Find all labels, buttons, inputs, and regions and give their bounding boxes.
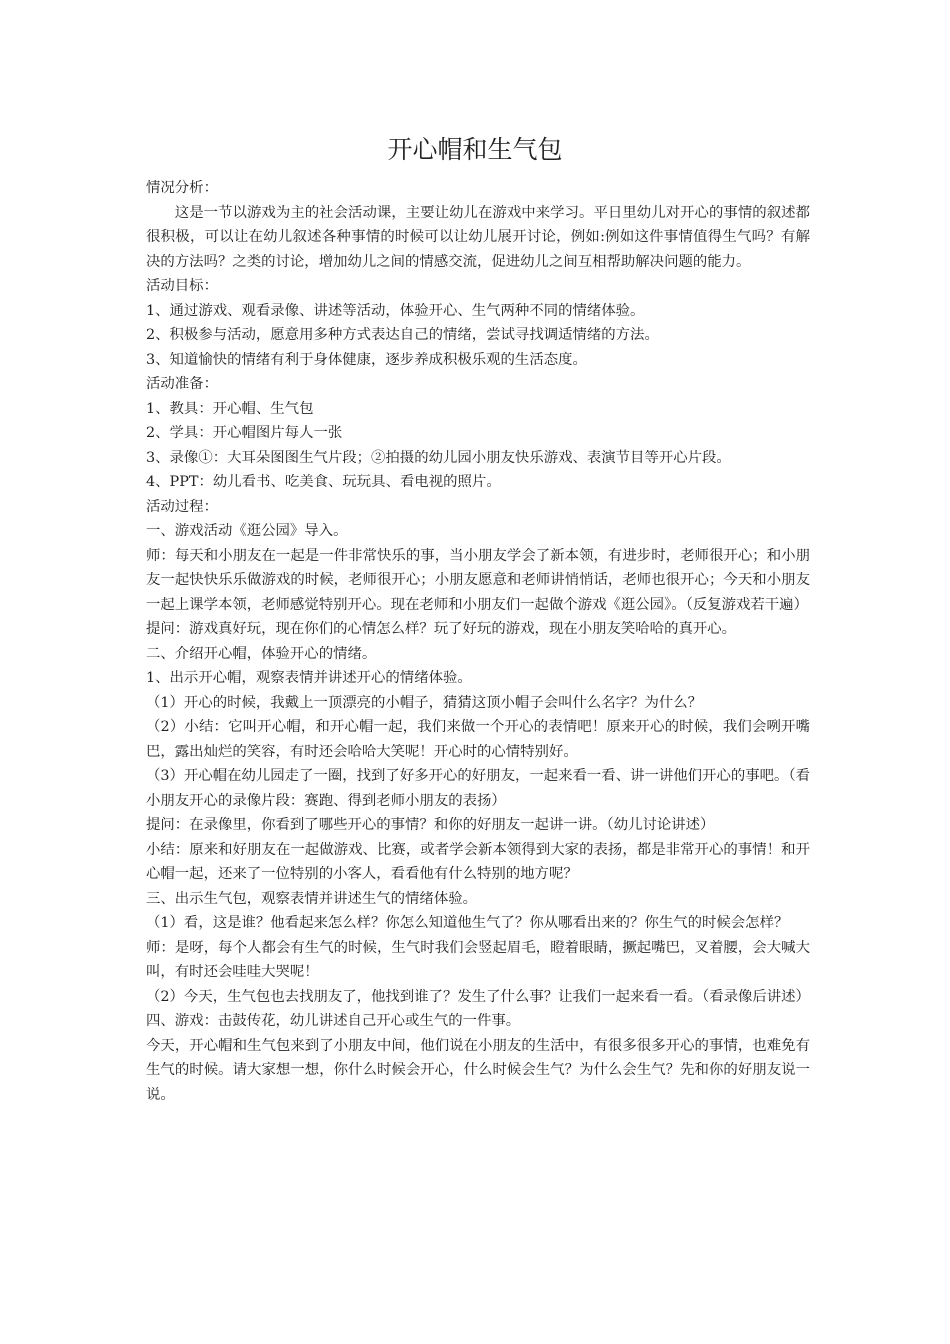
paragraph: 4、PPT：幼儿看书、吃美食、玩玩具、看电视的照片。 [146,474,501,490]
document-body [146,176,810,1107]
paragraph: 1、通过游戏、观看录像、讲述等活动，体验开心、生气两种不同的情绪体验。 [146,302,645,319]
paragraph: （2）小结：它叫开心帽，和开心帽一起，我们来做一个开心的表情吧！原来开心的时候，我们会咧开嘴巴，露出灿烂的笑容，有时还会哈哈大笑呢！开心时的心情特别好。 [146,719,810,760]
paragraph: 2、学具：开心帽图片每人一张 [146,425,343,441]
paragraph: 提问：在录像里，你看到了哪些开心的事情？和你的好朋友一起讲一讲。（幼儿讨论讲述） [146,817,715,833]
paragraph: 活动准备： [146,376,218,392]
paragraph: 2、积极参与活动，愿意用多种方式表达自己的情绪，尝试寻找调适情绪的方法。 [146,327,659,343]
paragraph: 1、教具：开心帽、生气包 [146,400,314,417]
paragraph: 师：每天和小朋友在一起是一件非常快乐的事，当小朋友学会了新本领，有进步时，老师很开心；和小朋友一起快快乐乐做游戏的时候，老师很开心；小朋友愿意和老师讲悄悄话，老师也很开心；今天和小朋友一起上课学本领，老师感觉特别开心。现在老师和小朋友们一起做个游戏《逛公园》。（反复游戏若干遍） [146,547,810,613]
paragraph: （1）看，这是谁？他看起来怎么样？你怎么知道他生气了？你从哪看出来的？你生气的时候会怎样？ [146,915,789,931]
paragraph: 3、录像①：大耳朵图图生气片段；②拍摄的幼儿园小朋友快乐游戏、表演节目等开心片段。 [146,449,731,466]
paragraph: 这是一节以游戏为主的社会活动课，主要让幼儿在游戏中来学习。平日里幼儿对开心的事情的叙述都很积极，可以让在幼儿叙述各种事情的时候可以让幼儿展开讨论，例如:例如这件事情值得生气吗？有解决的方法吗？之类的讨论，增加幼儿之间的情感交流，促进幼儿之间互相帮助解决问题的能力。 [146,204,810,270]
paragraph: 今天，开心帽和生气包来到了小朋友中间，他们说在小朋友的生活中，有很多很多开心的事情，也难免有生气的时候。请大家想一想，你什么时候会开心，什么时候会生气？为什么会生气？先和你的好朋友说一说。 [146,1037,810,1103]
paragraph: （2）今天，生气包也去找朋友了，他找到谁了？发生了什么事？让我们一起来看一看。（看录像后讲述） [146,988,810,1005]
paragraph: 小结：原来和好朋友在一起做游戏、比赛，或者学会新本领得到大家的表扬，都是非常开心的事情！和开心帽一起，还来了一位特别的小客人，看看他有什么特别的地方呢？ [146,841,810,882]
paragraph: 1、出示开心帽，观察表情并讲述开心的情绪体验。 [146,670,472,686]
paragraph: （3）开心帽在幼儿园走了一圈，找到了好多开心的好朋友，一起来看一看、讲一讲他们开心的事吧。（看小朋友开心的录像片段：赛跑、得到老师小朋友的表扬） [146,768,810,809]
paragraph: 活动过程： [146,498,218,515]
document-title: 开心帽和生气包 [387,135,563,164]
paragraph: 提问：游戏真好玩，现在你们的心情怎么样？玩了好玩的游戏，现在小朋友笑哈哈的真开心。 [146,621,737,637]
paragraph: 一、游戏活动《逛公园》导入。 [146,523,348,539]
paragraph: 师：是呀，每个人都会有生气的时候，生气时我们会竖起眉毛，瞪着眼睛，撅起嘴巴，叉着腰，会大喊大叫，有时还会哇哇大哭呢！ [146,939,810,980]
paragraph: 活动目标： [146,278,218,294]
paragraph: （1）开心的时候，我戴上一顶漂亮的小帽子，猜猜这顶小帽子会叫什么名字？为什么？ [146,694,703,711]
paragraph: 二、介绍开心帽，体验开心的情绪。 [146,645,377,662]
paragraph: 四、游戏：击鼓传花，幼儿讲述自己开心或生气的一件事。 [146,1013,521,1029]
paragraph: 3、知道愉快的情绪有利于身体健康，逐步养成积极乐观的生活态度。 [146,351,587,368]
paragraph: 情况分析： [146,180,218,196]
paragraph: 三、出示生气包，观察表情并讲述生气的情绪体验。 [146,890,477,907]
